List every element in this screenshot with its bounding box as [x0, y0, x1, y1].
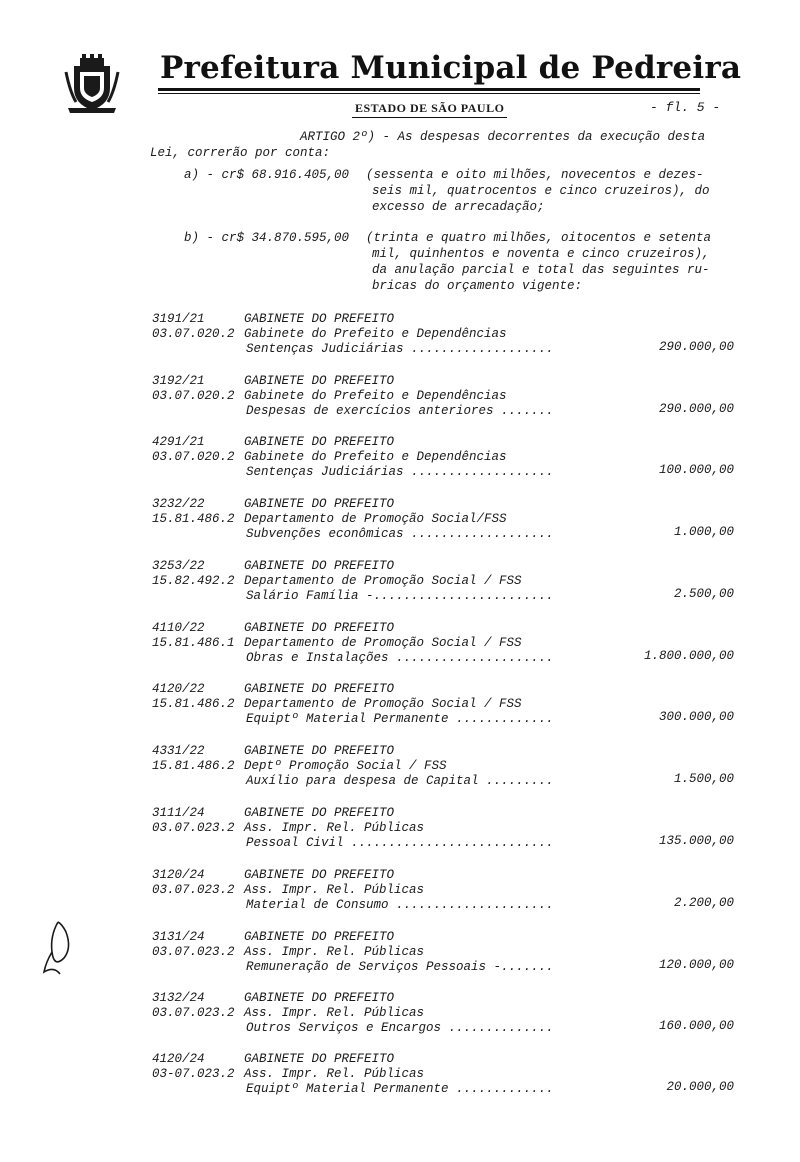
entry-unit: GABINETE DO PREFEITO [244, 374, 395, 388]
entry-function-code: 03.07.020.2 [152, 327, 235, 341]
entry-item: Sentenças Judiciárias ................... [246, 465, 554, 479]
clause-b-line-1: (trinta e quatro milhões, oitocentos e setenta [366, 231, 712, 245]
entry-amount: 20.000,00 [666, 1080, 734, 1094]
entry-amount: 160.000,00 [658, 1019, 734, 1033]
entry-department: Ass. Impr. Rel. Públicas [244, 1067, 425, 1081]
entry-amount: 2.500,00 [673, 587, 734, 601]
clause-b-line-2: mil, quinhentos e noventa e cinco cruzeiros), [372, 247, 710, 261]
entry-amount: 1.800.000,00 [643, 649, 734, 663]
entry-department: Ass. Impr. Rel. Públicas [244, 1006, 425, 1020]
budget-entry [0, 621, 800, 679]
entry-amount: 100.000,00 [658, 463, 734, 477]
entry-item: Obras e Instalações ..................... [246, 651, 554, 665]
entry-code: 3232/22 [152, 497, 205, 511]
clause-a-line-1: (sessenta e oito milhões, novecentos e dezes- [366, 168, 704, 182]
page-title: Prefeitura Municipal de Pedreira [160, 50, 742, 86]
entry-department: Departamento de Promoção Social/FSS [244, 512, 507, 526]
entry-item: Equiptº Material Permanente ............. [246, 1082, 554, 1096]
entry-amount: 135.000,00 [658, 834, 734, 848]
entry-code: 4331/22 [152, 744, 205, 758]
entry-code: 4120/22 [152, 682, 205, 696]
budget-entry [0, 374, 800, 432]
entry-department: Gabinete do Prefeito e Dependências [244, 327, 507, 341]
entry-function-code: 03.07.020.2 [152, 389, 235, 403]
handwritten-initials-icon [40, 918, 84, 978]
entry-department: Ass. Impr. Rel. Públicas [244, 945, 425, 959]
entry-function-code: 03.07.023.2 [152, 945, 235, 959]
entry-department: Ass. Impr. Rel. Públicas [244, 883, 425, 897]
entry-amount: 290.000,00 [658, 402, 734, 416]
entry-code: 3132/24 [152, 991, 205, 1005]
municipal-crest-icon [64, 52, 120, 114]
entry-code: 4291/21 [152, 435, 205, 449]
entry-code: 4120/24 [152, 1052, 205, 1066]
budget-entry [0, 1052, 800, 1110]
entry-function-code: 03-07.023.2 [152, 1067, 235, 1081]
budget-entry [0, 312, 800, 370]
entry-amount: 2.200,00 [673, 896, 734, 910]
entry-code: 3191/21 [152, 312, 205, 326]
entry-code: 3131/24 [152, 930, 205, 944]
entry-amount: 120.000,00 [658, 958, 734, 972]
entry-unit: GABINETE DO PREFEITO [244, 744, 395, 758]
entry-item: Outros Serviços e Encargos .............. [246, 1021, 554, 1035]
entry-department: Gabinete do Prefeito e Dependências [244, 450, 507, 464]
entry-item: Sentenças Judiciárias ................... [246, 342, 554, 356]
entry-function-code: 03.07.023.2 [152, 1006, 235, 1020]
budget-entry [0, 868, 800, 926]
entry-amount: 290.000,00 [658, 340, 734, 354]
entry-function-code: 15.81.486.2 [152, 759, 235, 773]
title-rule-thick [158, 88, 700, 91]
entry-unit: GABINETE DO PREFEITO [244, 930, 395, 944]
entry-item: Salário Família -........................ [246, 589, 554, 603]
budget-entry [0, 497, 800, 555]
budget-entry [0, 559, 800, 617]
state-name: ESTADO DE SÃO PAULO [355, 101, 505, 115]
entry-department: Gabinete do Prefeito e Dependências [244, 389, 507, 403]
clause-b-line-3: da anulação parcial e total das seguintes ru- [372, 263, 710, 277]
entry-amount: 1.000,00 [673, 525, 734, 539]
entry-unit: GABINETE DO PREFEITO [244, 497, 395, 511]
entry-department: Ass. Impr. Rel. Públicas [244, 821, 425, 835]
budget-entry [0, 435, 800, 493]
entry-amount: 1.500,00 [673, 772, 734, 786]
sheet-number: - fl. 5 - [650, 100, 721, 115]
budget-entry [0, 744, 800, 802]
entry-code: 3120/24 [152, 868, 205, 882]
entry-item: Equiptº Material Permanente ............. [246, 712, 554, 726]
entry-code: 3192/21 [152, 374, 205, 388]
entry-department: Departamento de Promoção Social / FSS [244, 636, 522, 650]
entry-code: 4110/22 [152, 621, 205, 635]
entry-unit: GABINETE DO PREFEITO [244, 1052, 395, 1066]
entry-department: Departamento de Promoção Social / FSS [244, 574, 522, 588]
entry-code: 3111/24 [152, 806, 205, 820]
budget-entry [0, 806, 800, 864]
entry-code: 3253/22 [152, 559, 205, 573]
state-underline [352, 117, 507, 118]
entry-item: Pessoal Civil ........................... [246, 836, 554, 850]
entry-item: Remuneração de Serviços Pessoais -....... [246, 960, 554, 974]
clause-b-line-4: bricas do orçamento vigente: [372, 279, 583, 293]
budget-entry [0, 930, 800, 988]
entry-unit: GABINETE DO PREFEITO [244, 621, 395, 635]
entry-unit: GABINETE DO PREFEITO [244, 868, 395, 882]
budget-entry [0, 682, 800, 740]
entry-item: Material de Consumo ..................... [246, 898, 554, 912]
article-line-2: Lei, correrão por conta: [150, 146, 331, 160]
entry-unit: GABINETE DO PREFEITO [244, 682, 395, 696]
entry-function-code: 15.81.486.2 [152, 697, 235, 711]
clause-a-line-2: seis mil, quatrocentos e cinco cruzeiros), do [372, 184, 710, 198]
entry-unit: GABINETE DO PREFEITO [244, 559, 395, 573]
clause-b-label: b) - cr$ 34.870.595,00 [184, 231, 350, 245]
entry-amount: 300.000,00 [658, 710, 734, 724]
article-line-1: ARTIGO 2º) - As despesas decorrentes da execução desta [300, 130, 706, 144]
entry-function-code: 03.07.023.2 [152, 883, 235, 897]
entry-department: Departamento de Promoção Social / FSS [244, 697, 522, 711]
entry-item: Auxílio para despesa de Capital ......... [246, 774, 554, 788]
clause-a-label: a) - cr$ 68.916.405,00 [184, 168, 350, 182]
budget-entry [0, 991, 800, 1049]
entry-department: Deptº Promoção Social / FSS [244, 759, 447, 773]
entry-unit: GABINETE DO PREFEITO [244, 806, 395, 820]
entry-item: Subvenções econômicas ................... [246, 527, 554, 541]
entry-unit: GABINETE DO PREFEITO [244, 312, 395, 326]
entry-function-code: 15.81.486.1 [152, 636, 235, 650]
entry-function-code: 15.81.486.2 [152, 512, 235, 526]
entry-unit: GABINETE DO PREFEITO [244, 991, 395, 1005]
entry-function-code: 03.07.020.2 [152, 450, 235, 464]
entry-function-code: 03.07.023.2 [152, 821, 235, 835]
title-rule-thin [158, 93, 700, 94]
entry-item: Despesas de exercícios anteriores ....... [246, 404, 554, 418]
entry-function-code: 15.82.492.2 [152, 574, 235, 588]
entry-unit: GABINETE DO PREFEITO [244, 435, 395, 449]
clause-a-line-3: excesso de arrecadação; [372, 200, 545, 214]
